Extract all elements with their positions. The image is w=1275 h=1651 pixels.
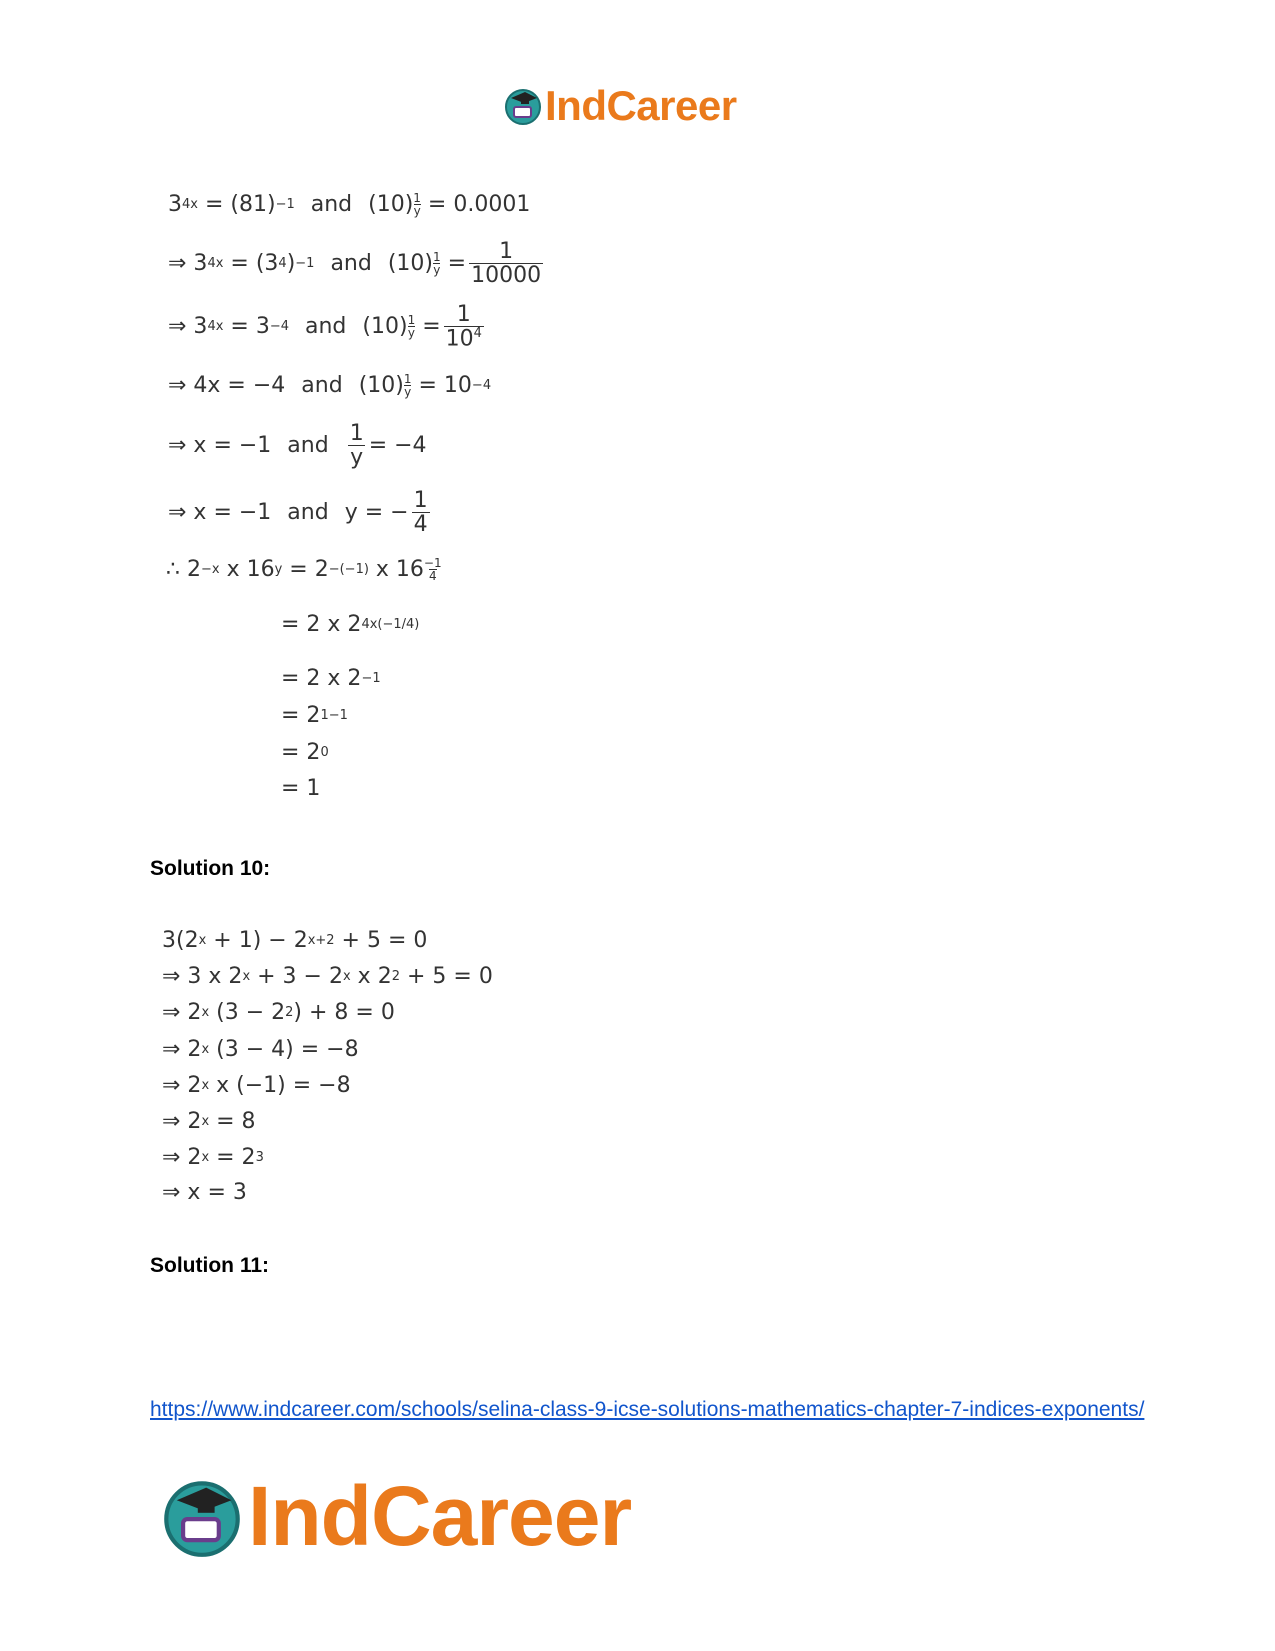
math-line: = 2 x 2 4x(−1/4) [281, 612, 420, 637]
graduation-globe-icon [160, 1475, 244, 1559]
math-line: ⇒ 3 x 2 x + 3 − 2 x x 2 2 + 5 = 0 [162, 964, 493, 989]
header-logo-text: IndCareer [545, 82, 737, 129]
footer-logo [160, 1468, 631, 1565]
solution10-heading: Solution 10: [150, 857, 271, 880]
math-line: 3 4x = (81) −1 and (10) $\frac{1}{y}$ = 0.0001 [168, 191, 531, 218]
header-logo [503, 82, 737, 130]
solution11-heading: Solution 11: [150, 1254, 270, 1277]
math-line: ⇒ x = 3 [162, 1180, 247, 1205]
math-line: ⇒ 2 x x (−1) = −8 [162, 1073, 351, 1098]
source-url-link[interactable]: https://www.indcareer.com/schools/selina-class-9-icse-solutions-mathematics-chapter-7-indices-exponents/ [150, 1398, 1145, 1421]
math-line: 3(2 x + 1) − 2 x+2 + 5 = 0 [162, 928, 428, 953]
math-line: ⇒ 2 x = 2 3 [162, 1145, 264, 1170]
math-line: ⇒ 4x = −4 and (10) $\frac{1}{y}$ = 10 −4 [168, 372, 492, 399]
math-line: = 2 1−1 [281, 703, 348, 728]
math-line: ∴ 2 −x x 16 y = 2 −(−1) x 16 $\frac{-1}{4}$ [166, 556, 442, 583]
math-line: ⇒ 2 x (3 − 2 2 ) + 8 = 0 [162, 1000, 395, 1025]
math-line: ⇒ 3 4x = 3 −4 and (10) $\frac{1}{y}$ = $\frac{1}{10^4}$ [168, 302, 482, 352]
graduation-globe-icon [503, 86, 543, 126]
footer-logo-text: IndCareer [248, 1469, 632, 1563]
math-line: ⇒ x = −1 and y = − $\frac{1}{4}$ [168, 488, 428, 538]
math-line: ⇒ 2 x (3 − 4) = −8 [162, 1037, 359, 1062]
math-line: ⇒ x = −1 and $\frac{1}{y}$ = −4 [168, 421, 427, 471]
math-line: = 1 [281, 776, 321, 801]
math-line: = 2 0 [281, 740, 329, 765]
math-line: ⇒ 3 4x = (3 4 ) −1 and (10) $\frac{1}{y}$ = $\frac{1}{10000}$ [168, 239, 542, 289]
math-line: = 2 x 2 −1 [281, 666, 381, 691]
math-line: ⇒ 2 x = 8 [162, 1109, 256, 1134]
